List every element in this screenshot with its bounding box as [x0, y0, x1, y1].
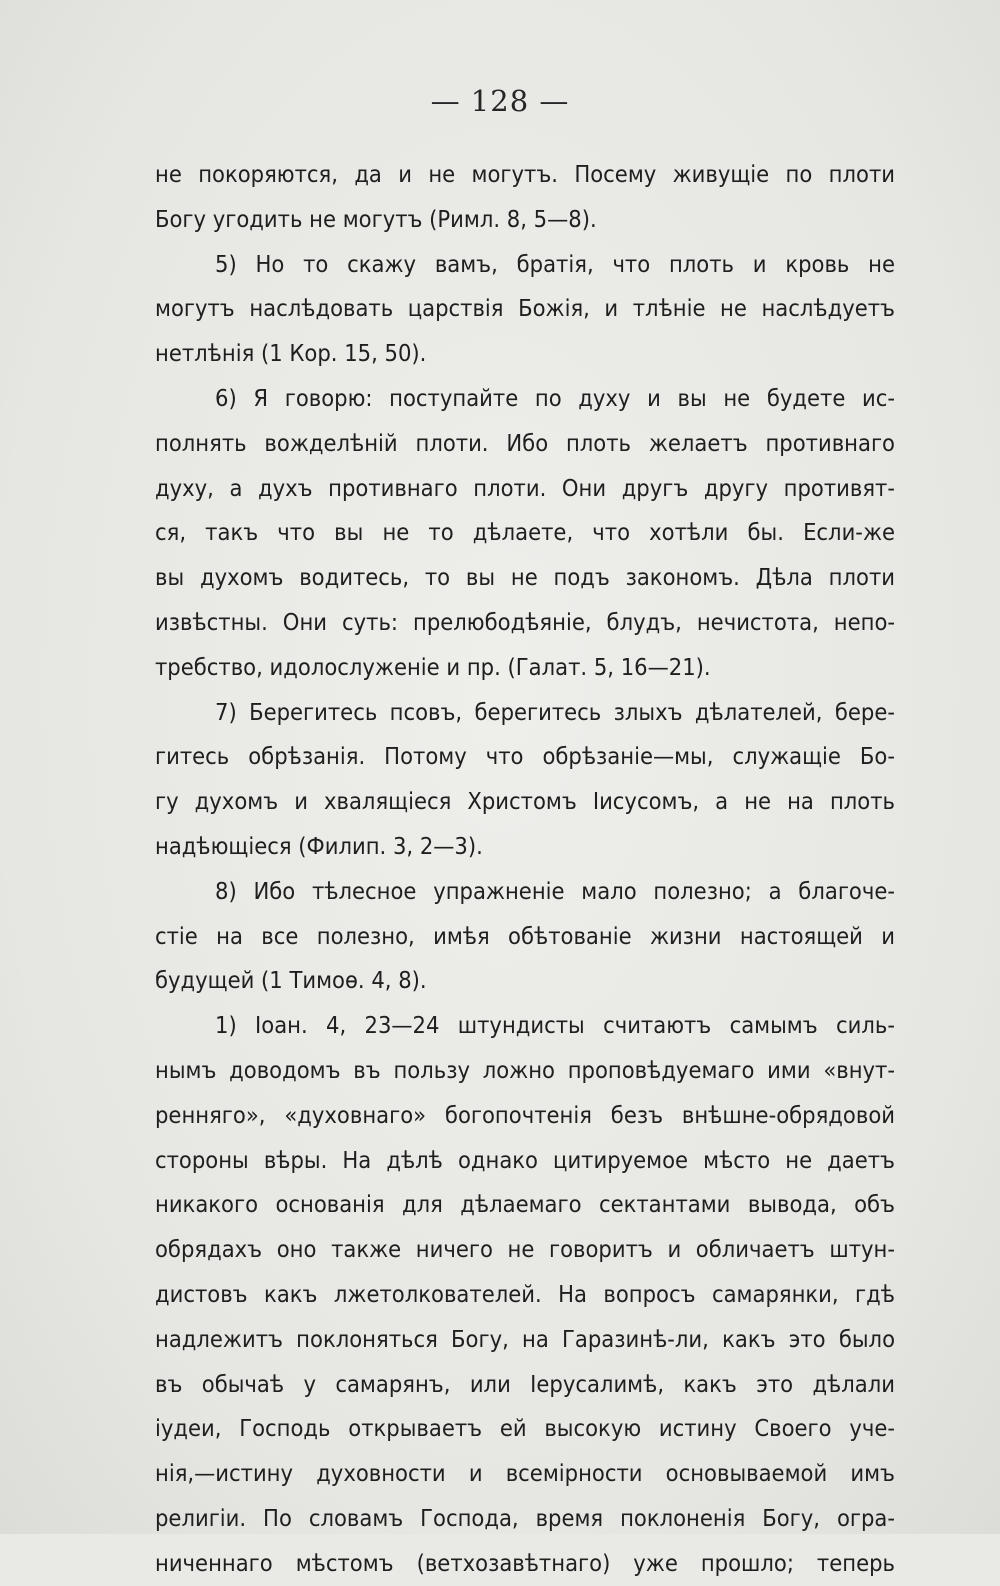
text-line: надѣющіеся (Филип. 3, 2—3).: [155, 831, 483, 860]
text-line: стіе на все полезно, имѣя обѣтованіе жизни настоящей и: [155, 921, 895, 950]
text-line: нетлѣнія (1 Кор. 15, 50).: [155, 339, 427, 368]
text-line: полнять вожделѣній плоти. Ибо плоть желаетъ противнаго: [155, 428, 895, 457]
text-line: 8) Ибо тѣлесное упражненіе мало полезно; а благоче-: [215, 876, 895, 905]
text-line: ся, такъ что вы не то дѣлаете, что хотѣли бы. Если-же: [155, 518, 895, 547]
text-line: 5) Но то скажу вамъ, братія, что плоть и кровь не: [215, 249, 895, 278]
text-line: обрядахъ оно также ничего не говоритъ и обличаетъ штун-: [155, 1235, 895, 1264]
text-line: ренняго», «духовнаго» богопочтенія безъ внѣшне-обрядовой: [155, 1100, 895, 1129]
text-line: дистовъ какъ лжетолкователей. На вопросъ самарянки, гдѣ: [155, 1279, 895, 1308]
text-line: 6) Я говорю: поступайте по духу и вы не будете ис-: [215, 383, 895, 412]
text-line: извѣстны. Они суть: прелюбодѣяніе, блудъ, нечистота, непо-: [155, 607, 895, 636]
text-line: будущей (1 Тимоѳ. 4, 8).: [155, 966, 427, 995]
text-line: въ обычаѣ у самарянъ, или Іерусалимѣ, какъ это дѣлали: [155, 1369, 895, 1398]
text-line: Богу угодить не могутъ (Римл. 8, 5—8).: [155, 204, 597, 233]
text-line: 7) Берегитесь псовъ, берегитесь злыхъ дѣлателей, бере-: [215, 697, 895, 726]
text-line: религіи. По словамъ Господа, время поклоненія Богу, огра-: [155, 1503, 895, 1532]
page-number: — 128 —: [430, 84, 570, 118]
body-text: [155, 152, 895, 1586]
text-line: нымъ доводомъ въ пользу ложно проповѣдуемаго ими «внут-: [155, 1055, 895, 1084]
text-line: могутъ наслѣдовать царствія Божія, и тлѣніе не наслѣдуетъ: [155, 294, 895, 323]
text-line: іудеи, Господь открываетъ ей высокую истину Своего уче-: [155, 1414, 895, 1443]
text-line: стороны вѣры. На дѣлѣ однако цитируемое мѣсто не даетъ: [155, 1145, 895, 1174]
text-line: нія,—истину духовности и всемірности основываемой имъ: [155, 1459, 895, 1488]
text-line: вы духомъ водитесь, то вы не подъ закономъ. Дѣла плоти: [155, 563, 895, 592]
text-line: требство, идолослуженіе и пр. (Галат. 5, 16—21).: [155, 652, 711, 681]
text-line: ниченнаго мѣстомъ (ветхозавѣтнаго) уже прошло; теперь: [155, 1548, 895, 1577]
text-line: никакого основанія для дѣлаемаго сектантами вывода, объ: [155, 1190, 895, 1219]
text-line: гитесь обрѣзанія. Потому что обрѣзаніе—мы, служащіе Бо-: [155, 742, 895, 771]
text-line: 1) Іоан. 4, 23—24 штундисты считаютъ самымъ силь-: [215, 1011, 895, 1040]
text-line: надлежитъ поклоняться Богу, на Гаразинѣ-ли, какъ это было: [155, 1324, 895, 1353]
text-line: гу духомъ и хвалящіеся Христомъ Іисусомъ, а не на плоть: [155, 787, 895, 816]
text-line: не покоряются, да и не могутъ. Посему живущіе по плоти: [155, 160, 895, 188]
text-line: духу, а духъ противнаго плоти. Они другъ другу противят-: [155, 473, 895, 502]
